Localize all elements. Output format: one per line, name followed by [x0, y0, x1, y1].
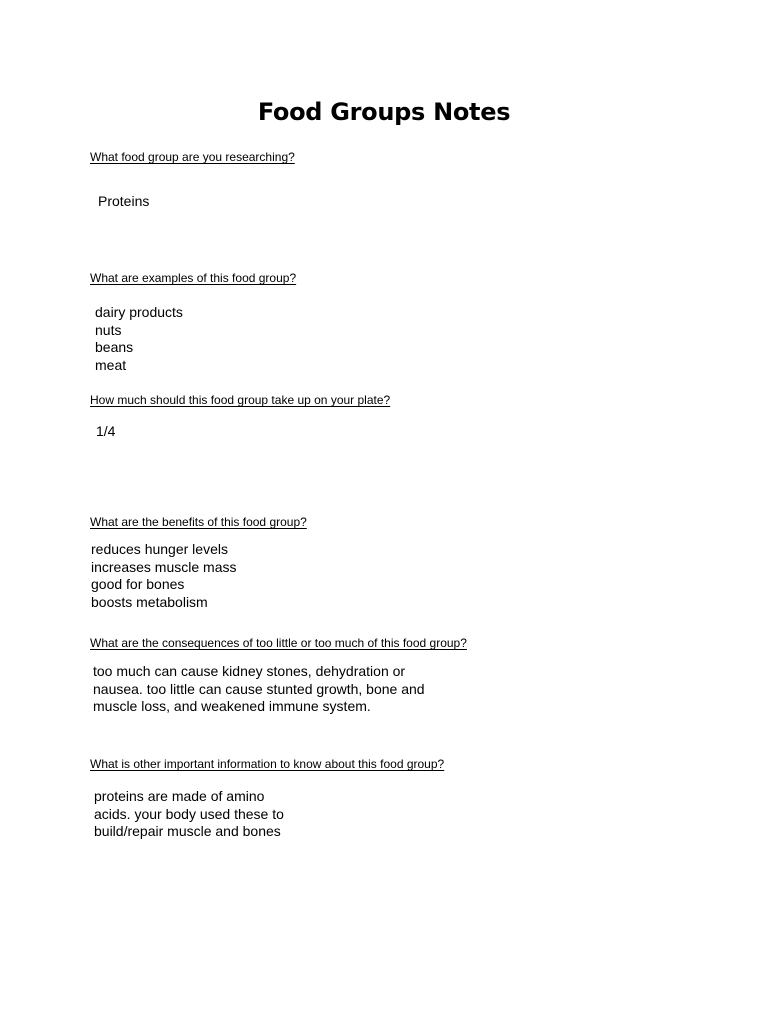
- question-food-group: What food group are you researching?: [90, 150, 295, 164]
- answer-benefits: [91, 541, 237, 611]
- answer-line: proteins are made of amino: [94, 788, 265, 804]
- question-other-info: What is other important information to know about this food group?: [90, 757, 445, 771]
- answer-examples: [95, 304, 183, 374]
- answer-plate-portion: [96, 423, 115, 441]
- answer-line: Proteins: [98, 193, 150, 209]
- question-examples: What are examples of this food group?: [90, 271, 297, 285]
- page-title: Food Groups Notes: [257, 98, 511, 126]
- answer-line: too much can cause kidney stones, dehydration or: [93, 663, 406, 679]
- answer-food-group: [98, 193, 149, 211]
- answer-consequences: [93, 663, 425, 716]
- answer-line: acids. your body used these to: [94, 805, 284, 822]
- answer-line: meat: [95, 356, 127, 373]
- question-consequences: What are the consequences of too little or too much of this food group?: [90, 636, 467, 650]
- answer-line: reduces hunger levels: [91, 541, 228, 557]
- answer-line: build/repair muscle and bones: [94, 823, 281, 839]
- answer-line: beans: [95, 339, 134, 355]
- answer-line: nausea. too little can cause stunted growth, bone and: [93, 680, 425, 697]
- answer-other-info: [94, 788, 284, 841]
- question-benefits: What are the benefits of this food group?: [90, 515, 307, 529]
- answer-line: dairy products: [95, 304, 183, 320]
- answer-line: good for bones: [91, 576, 185, 592]
- answer-line: boosts metabolism: [91, 593, 208, 610]
- question-plate-portion: How much should this food group take up on your plate?: [90, 393, 391, 407]
- answer-line: increases muscle mass: [91, 558, 237, 575]
- answer-line: muscle loss, and weakened immune system.: [93, 698, 371, 714]
- answer-line: 1/4: [96, 423, 116, 439]
- answer-line: nuts: [95, 321, 122, 338]
